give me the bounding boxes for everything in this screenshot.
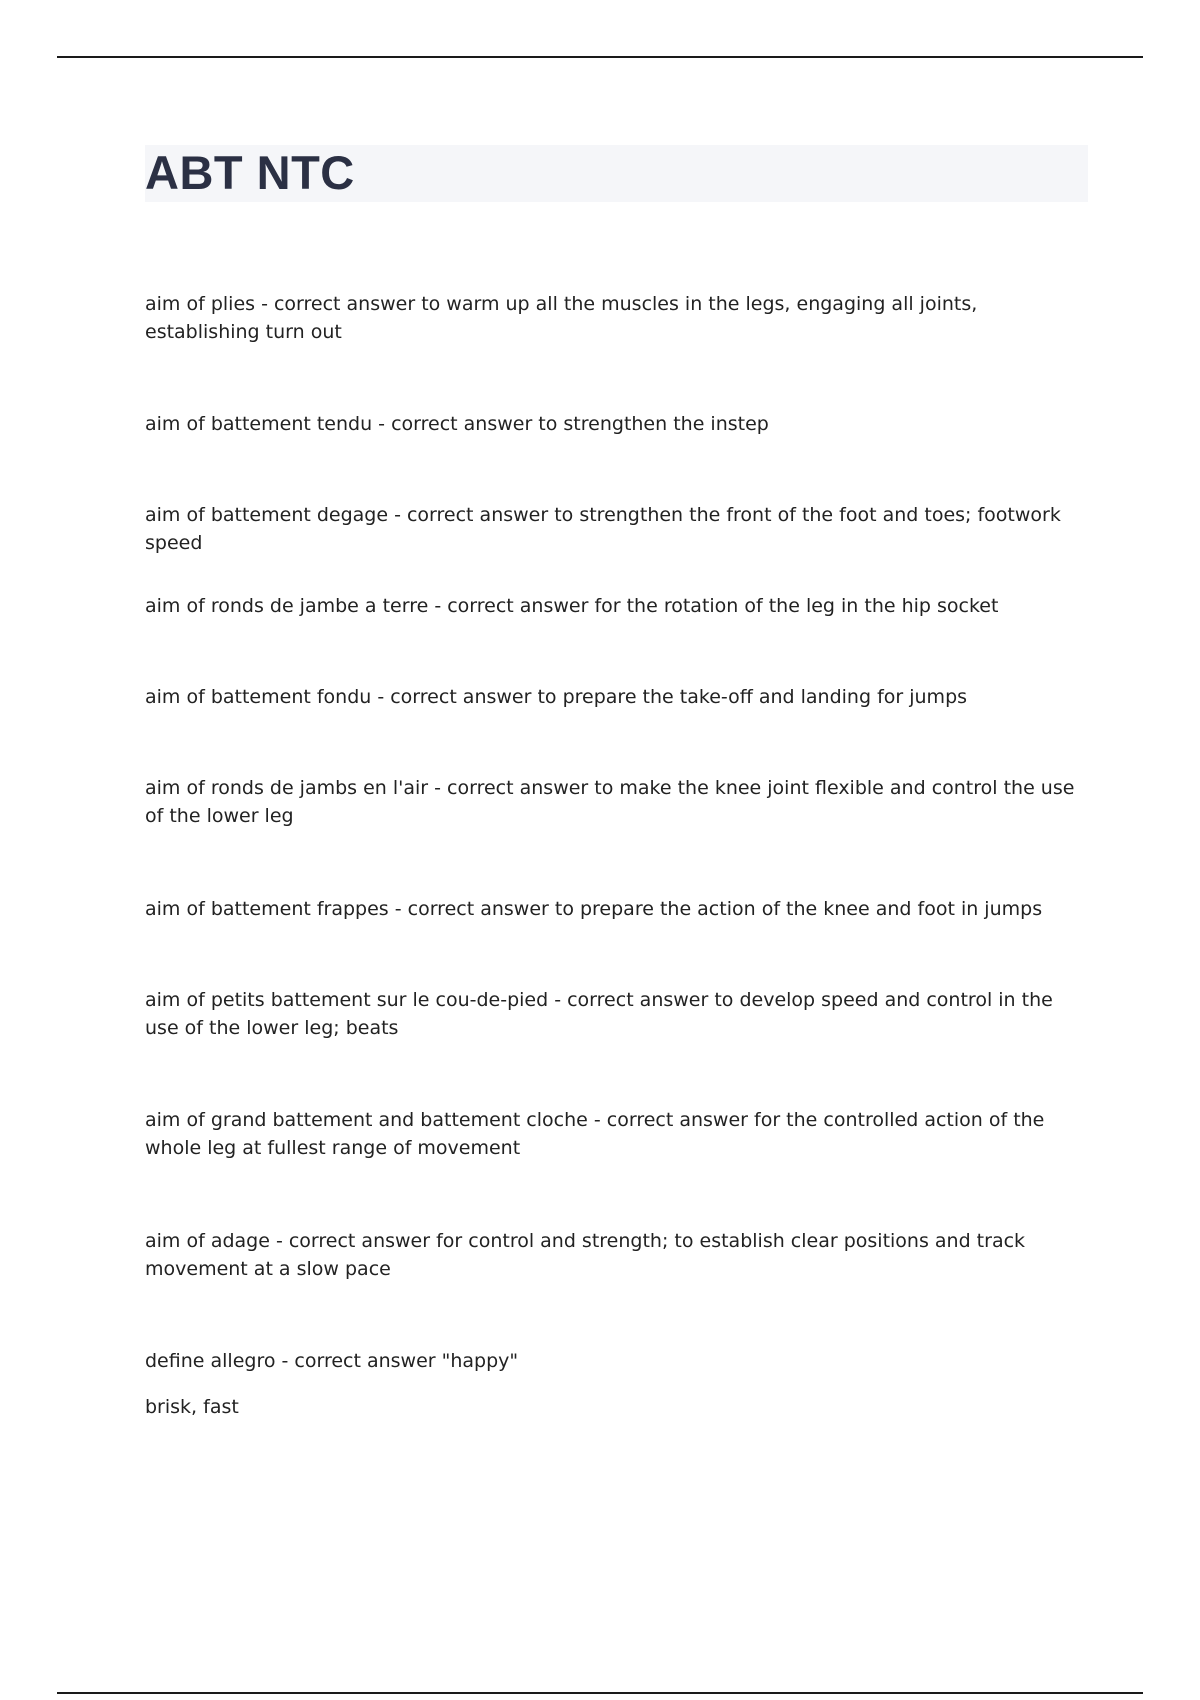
qa-entry-battement-fondu: aim of battement fondu - correct answer to prepare the take-off and landing for jumps — [145, 686, 968, 708]
qa-entry-ronds-de-jambs-en-lair: aim of ronds de jambs en l'air - correct answer to make the knee joint flexible and control the use of the lower leg — [145, 777, 1075, 827]
footer-rule — [57, 1692, 1143, 1694]
qa-entry-petits-battement: aim of petits battement sur le cou-de-pied - correct answer to develop speed and control in the use of the lower leg; beats — [145, 989, 1053, 1039]
qa-entry-battement-frappes: aim of battement frappes - correct answer to prepare the action of the knee and foot in jumps — [145, 898, 1043, 920]
qa-entry-allegro: define allegro - correct answer "happy" — [145, 1350, 519, 1372]
qa-entry-battement-tendu: aim of battement tendu - correct answer to strengthen the instep — [145, 413, 769, 435]
header-rule — [57, 56, 1143, 58]
qa-entry-adage: aim of adage - correct answer for control and strength; to establish clear positions and track movement at a slow pace — [145, 1230, 1026, 1280]
qa-entry-allegro-continuation: brisk, fast — [145, 1396, 239, 1418]
qa-entry-grand-battement: aim of grand battement and battement cloche - correct answer for the controlled action of the whole leg at fullest range of movement — [145, 1109, 1045, 1159]
qa-entry-ronds-de-jambe-a-terre: aim of ronds de jambe a terre - correct answer for the rotation of the leg in the hip socket — [145, 595, 999, 617]
document-title: ABT NTC — [145, 146, 355, 199]
qa-entry-battement-degage: aim of battement degage - correct answer to strengthen the front of the foot and toes; footwork speed — [145, 504, 1061, 554]
qa-entry-plies: aim of plies - correct answer to warm up all the muscles in the legs, engaging all joints, establishing turn out — [145, 293, 978, 343]
